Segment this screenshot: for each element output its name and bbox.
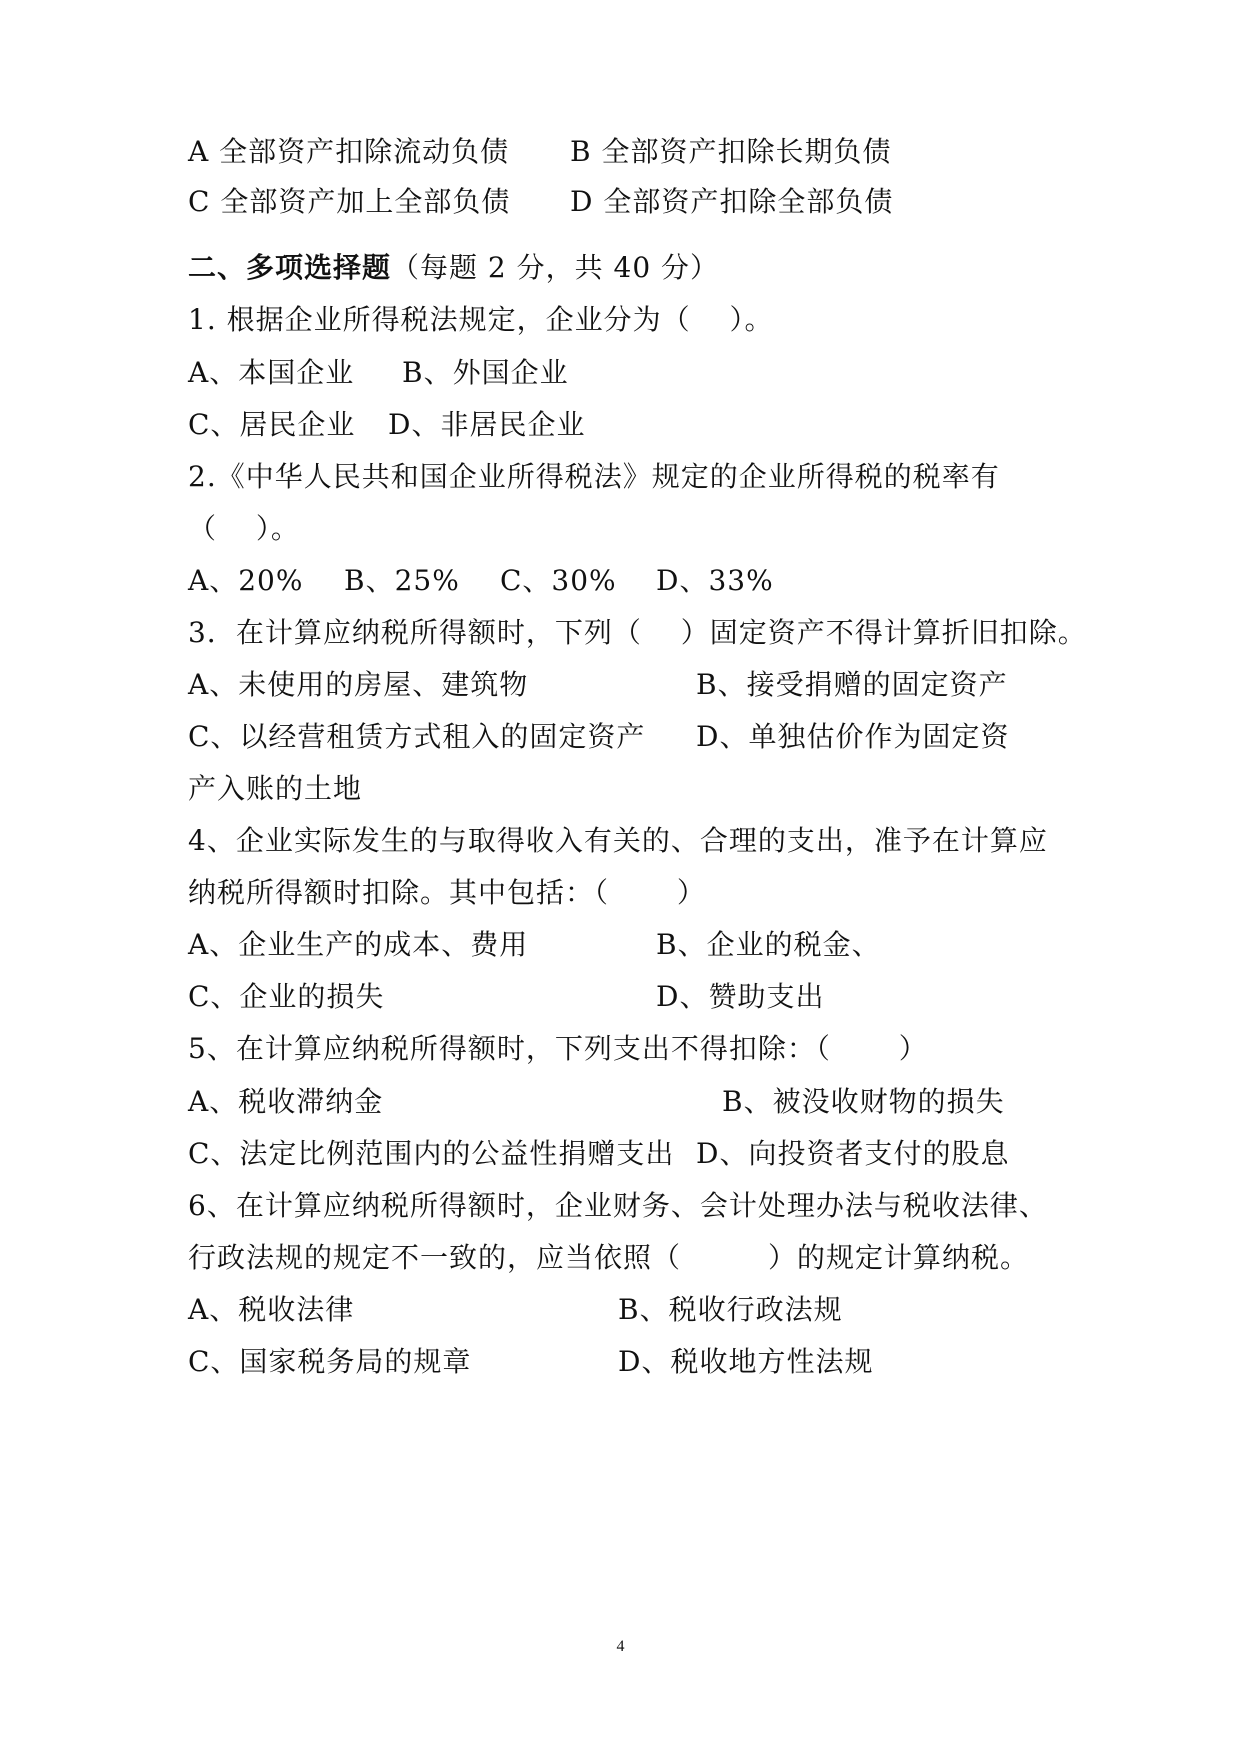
- page-number: 4: [616, 1638, 625, 1655]
- option-a: A、企业生产的成本、费用: [188, 928, 529, 961]
- option-row: [188, 1134, 1071, 1174]
- option-d: D 全部资产扣除全部负债: [570, 185, 894, 218]
- question-stem-cont: （ ）。: [188, 512, 300, 545]
- option-b: B、被没收财物的损失: [722, 1085, 1005, 1118]
- question-stem: 4、企业实际发生的与取得收入有关的、合理的支出，准予在计算应: [188, 824, 1048, 857]
- question-stem: 5、在计算应纳税所得额时，下列支出不得扣除：（ ）: [188, 1032, 928, 1065]
- option-row: [188, 182, 1071, 222]
- option-a: A、本国企业: [188, 356, 355, 389]
- option-b: B、税收行政法规: [618, 1293, 843, 1326]
- option-b: B、企业的税金、: [656, 928, 881, 961]
- option-row: [188, 1342, 1071, 1382]
- option-a: A、未使用的房屋、建筑物: [188, 668, 529, 701]
- option-row: [188, 717, 1071, 757]
- option-c: C、国家税务局的规章: [188, 1345, 472, 1378]
- option-d: D、33%: [656, 564, 774, 597]
- option-row: [188, 925, 1071, 965]
- option-b: B、接受捐赠的固定资产: [696, 668, 1008, 701]
- option-row: [188, 1082, 1071, 1122]
- section-title: 二、多项选择题: [188, 251, 392, 284]
- option-row: [188, 353, 1071, 393]
- question-stem: 2.《中华人民共和国企业所得税法》规定的企业所得税的税率有: [188, 460, 1000, 493]
- option-c: C、居民企业: [188, 408, 356, 441]
- option-d: D、单独估价作为固定资: [696, 720, 1010, 753]
- option-row: [188, 405, 1071, 445]
- option-c: C、法定比例范围内的公益性捐赠支出: [188, 1137, 675, 1170]
- option-d: D、向投资者支付的股息: [696, 1137, 1010, 1170]
- option-d: D、非居民企业: [388, 408, 586, 441]
- question-stem: 1. 根据企业所得税法规定，企业分为（ ）。: [188, 303, 774, 336]
- option-c: C、企业的损失: [188, 980, 385, 1013]
- option-d: D、税收地方性法规: [618, 1345, 874, 1378]
- option-a: A、税收滞纳金: [188, 1085, 384, 1118]
- option-a: A、20%: [188, 564, 304, 597]
- option-a: A、税收法律: [188, 1293, 355, 1326]
- option-d: D、赞助支出: [656, 980, 825, 1013]
- option-c: C、以经营租赁方式租入的固定资产: [188, 720, 646, 753]
- option-row: [188, 977, 1071, 1017]
- section-heading: [188, 248, 1071, 288]
- section-note: （每题 2 分，共 40 分）: [391, 251, 720, 284]
- option-b: B、25%: [344, 564, 460, 597]
- question-stem-cont: 纳税所得额时扣除。其中包括：（ ）: [188, 876, 706, 909]
- option-b: B、外国企业: [402, 356, 569, 389]
- option-c: C、30%: [500, 564, 617, 597]
- question-stem: 3．在计算应纳税所得额时，下列（ ）固定资产不得计算折旧扣除。: [188, 616, 1087, 649]
- option-a: A 全部资产扣除流动负债: [188, 135, 510, 168]
- option-c: C 全部资产加上全部负债: [188, 185, 511, 218]
- option-row: [188, 1290, 1071, 1330]
- option-row: [188, 665, 1071, 705]
- question-stem-cont: 行政法规的规定不一致的，应当依照（ ）的规定计算纳税。: [188, 1241, 1030, 1274]
- option-b: B 全部资产扣除长期负债: [570, 135, 892, 168]
- option-d-continued: 产入账的土地: [188, 772, 363, 805]
- option-row: [188, 561, 1071, 601]
- question-stem: 6、在计算应纳税所得额时，企业财务、会计处理办法与税收法律、: [188, 1189, 1048, 1222]
- option-row: [188, 132, 1071, 172]
